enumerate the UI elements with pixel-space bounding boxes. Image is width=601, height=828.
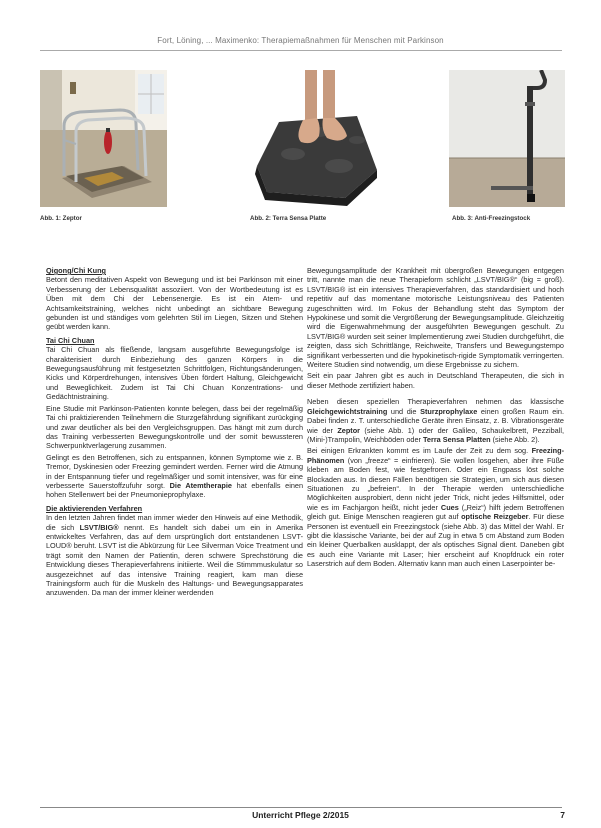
- freezing-term: Freezing-Phänomen: [307, 446, 564, 465]
- text-span: (siehe Abb. 2).: [492, 434, 540, 444]
- aktivierende-text-2: nennt. Es handelt sich dabei um ein in Amerika entwickeltes Verfahren, das auf dem ursprünglich dort entstandenen LSVT-LOUD® beruht. LSVT ist die Abkürzung für Lee Silverman Voice Treatment und trägt somit den Namen der Patientin, deren schwere Sprechstörung die Entwicklung dieses Therapieverfahrens initiierte. Weil die Stimmmuskulatur so ausgezeichnet auf das intensive Training reagiert, kam man diese Trainingsform auch für die Muskeln des Haltungs- und Bewegungsapparates anzuwenden. Da man der immer kleiner werdenden: [46, 522, 304, 598]
- figure-1-caption: Abb. 1: Zeptor: [40, 215, 82, 222]
- footer-divider: [40, 807, 562, 808]
- right-column: [307, 266, 564, 571]
- text-span: (von „freeze“ = einfrieren). Sie wollen losgehen, aber ihre Füße kleben am Boden fest, wie festgefroren. Oder ein Engpass löst solche Blockaden aus. In diesen Fällen benötigen sie Strategien, um sich aus diesen Situationen zu „befreien“. In der Therapie werden unterschiedliche Möglichkeiten ausprobiert, denn nicht jeder Trick, nicht jedes Hilfsmittel, oder wie es im Fachjargon heißt, nicht jeder: [307, 455, 564, 512]
- page-number: 7: [560, 810, 565, 820]
- header-divider: [40, 50, 562, 51]
- figure-3-caption: Abb. 3: Anti-Freezingstock: [452, 215, 531, 222]
- qigong-paragraph: Betont den meditativen Aspekt von Bewegung und ist bei Parkinson mit einer Verbesserung der Lebensqualität assoziiert. Von der Wortbedeutung ist es Üben mit dem Chi der Lebensenergie. Es ist ein Atem- und Achtsamkeitstraining, welches nicht unbedingt an sichtbare Bewegung gebunden ist und ständiges vom gelehrten Stil im Liegen, Sitzen und Stehen geübt werden kann.: [46, 275, 303, 332]
- zeptor-term: Zeptor: [337, 425, 361, 435]
- aktivierende-text-1: In den letzten Jahren findet man immer wieder den Hinweis auf eine Methodik, die sich: [46, 513, 303, 532]
- anti-freezing-stick-photo: [449, 70, 565, 207]
- zeptor-photo: [40, 70, 167, 207]
- qigong-heading: Qigong/Chi Kung: [46, 266, 106, 275]
- lsvt-big-term: LSVT/BIG®: [79, 522, 119, 532]
- text-span: und die: [390, 406, 417, 416]
- symptoms-paragraph: [46, 453, 303, 500]
- symptoms-text-1: Gelingt es den Betroffenen, sich zu entspannen, können Symptome wie z. B. Tremor, Dyskinesien oder Freezing gemindert werden. Ferner wird die Atmung in der Entspannung tiefer und regelmäßiger und somit intensiver, was für eine verbesserte Sauerstoffzufuhr sorgt.: [46, 452, 303, 490]
- optische-reizgeber-term: optische Reizgeber: [461, 512, 529, 522]
- aktivierende-heading: Die aktivierenden Verfahren: [46, 503, 143, 513]
- tai-chi-heading: Tai Chi Chuan: [46, 335, 95, 345]
- sturzprophylaxe-term: Sturzprophylaxe: [420, 406, 478, 416]
- aktivierende-paragraph: [46, 513, 303, 598]
- cues-term: Cues: [440, 502, 459, 512]
- study-paragraph: Eine Studie mit Parkinson-Patienten konnte belegen, dass bei der regelmäßig Tai chi praktizierenden Teilnehmern die Sturzgefährdung signifikant zurückging und zwar deutlicher als bei den Vergleichsgruppen. Das hängt mit zum durch das Training verbesserten Bewegungskontrolle und der somit bewussteren Schwerpunktverlagerung zusammen.: [46, 403, 303, 451]
- text-span: (siehe Abb. 1) oder der Galileo, Schaukelbrett, Pezziball, (Mini-)Trampolin, Weichböden oder: [307, 425, 564, 444]
- text-span: Neben diesen speziellen Therapieverfahren nehmen das klassische: [307, 397, 564, 407]
- terra-sensa-term: Terra Sensa Platten: [423, 434, 491, 444]
- symptoms-text-2: hat ebenfalls einen hohen Stellenwert bei der Pneumonieprophylaxe.: [46, 480, 304, 500]
- lsvt-paragraph: Bewegungsamplitude der Krankheit mit übergroßen Bewegungen entgegen tritt, nannte man die neue Therapieform schlicht „LSVT/BIG®“ (big = groß). LSVT/BIG® ist ein intensives Therapieverfahren, das standardisiert und hoch repetitiv auf das momentane motorische Leistungsniveau des Patienten zugeschnitten wird. Im Fokus der Behandlung steht das Symptom der Hypokinese und somit die Vergrößerung der Bewegungsamplitude. Gleichzeitig wird die Eigenwahrnehmung der ausgeführten Bewegungen geschult. Zu LSVT/BIG® wurden seit seiner Implementierung zwei Studien durchgeführt, die zeigten, dass sich Schrittlänge, Reichweite, Transfers und Bewegungstempo signifikant verbesserten und die hypokinetisch-rigide Symptomatik verringerten. Weitere Studien sind notwendig, um diese Ergebnisse zu sichern.: [307, 266, 564, 370]
- atemtherapie-term: Die Atemtherapie: [169, 480, 232, 490]
- gleichgewichtstraining-term: Gleichgewichtstraining: [307, 406, 388, 416]
- text-span: einen großen Raum ein. Dabei finden z. T. unterschiedliche Geräte ihren Einsatz, z. B. Vibrationsgeräte wie der: [307, 406, 565, 435]
- zertifiziert-paragraph: Seit ein paar Jahren gibt es auch in Deutschland Therapeuten, die sich in dieser Methode zertifiziert haben.: [307, 371, 564, 390]
- text-span: („Reiz“) hilft jedem Betroffenen gleich gut. Einige Menschen reagieren gut auf: [307, 502, 565, 522]
- left-column: [46, 266, 303, 600]
- figure-2-caption: Abb. 2: Terra Sensa Platte: [250, 215, 327, 222]
- journal-footer: Unterricht Pflege 2/2015: [252, 810, 349, 820]
- text-span: Bei einigen Erkrankten kommt es im Laufe der Zeit zu dem sog.: [307, 446, 529, 456]
- text-span: . Für diese Personen ist eventuell ein Freezingstock (siehe Abb. 3) das Mittel der Wahl. Er gibt die klassische Variante, bei der auf Zug in etwa 5 cm Abstand zum Boden ein kleiner Querbalken ausklappt, der als optisches Signal dient. Daneben gibt es auch eine Variante mit Laser; hier erscheint auf Knopfdruck ein roter Laserstrich auf dem Boden. Alternativ kann man auch einen Laserpointer be-: [307, 512, 565, 569]
- freezing-paragraph: [307, 446, 564, 568]
- tai-chi-paragraph: Tai Chi Chuan als fließende, langsam ausgeführte Bewegungsfolge ist charakterisiert durch Einbeziehung des ganzen Körpers in die Bewegungsausführung mit festgesetzten Schrittfolgen, Richtungsänderungen, Kicks und Körperdrehungen, intensives Üben fördert Haltung, Gleichgewicht und Beweglichkeit. Zudem ist Tai Chi Chuan Konzentrations- und Gedächtnistraining.: [46, 345, 303, 402]
- terra-sensa-photo: [249, 70, 380, 207]
- gleichgewicht-paragraph: [307, 397, 564, 444]
- running-head: Fort, Löning, ... Maximenko: Therapiemaßnahmen für Menschen mit Parkinson: [157, 36, 444, 45]
